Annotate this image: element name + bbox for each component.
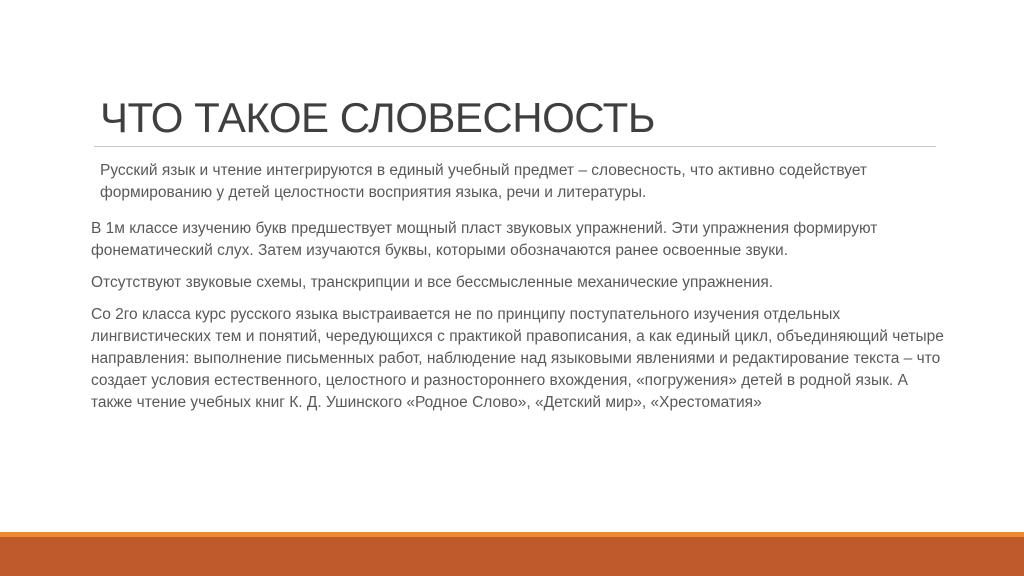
paragraph-sound-exercises: В 1м классе изучению букв предшествует мощный пласт звуковых упражнений. Эти упражнения формируют фонематический слух. Затем изучаются буквы, которыми обозначаются ранее освоенные звуки. [91, 220, 878, 259]
paragraph-second-grade: Со 2го класса курс русского языка выстраивается не по принципу поступательного изучения отдельных лингвистических тем и понятий, чередующихся с практикой правописания, а как единый цикл, объединяющий четыре направления: выполнение письменных работ, наблюдение над языковыми явлениями и редактирование текста – что создает условия естественного, целостного и разностороннего вхождения, «погружения» детей в родной язык. А также чтение учебных книг К. Д. Ушинского «Родное Слово», «Детский мир», «Хрестоматия» [91, 306, 944, 411]
footer-accent-bar [0, 537, 1024, 576]
body-text [91, 218, 951, 424]
title-divider [94, 146, 936, 147]
slide-title: ЧТО ТАКОЕ СЛОВЕСНОСТЬ [100, 94, 655, 141]
paragraph-no-schemes: Отсутствуют звуковые схемы, транскрипции и все бессмысленные механические упражнения. [91, 274, 774, 291]
intro-paragraph: Русский язык и чтение интегрируются в единый учебный предмет – словесность, что активно содействует формированию у детей целостности восприятия языка, речи и литературы. [100, 162, 868, 201]
